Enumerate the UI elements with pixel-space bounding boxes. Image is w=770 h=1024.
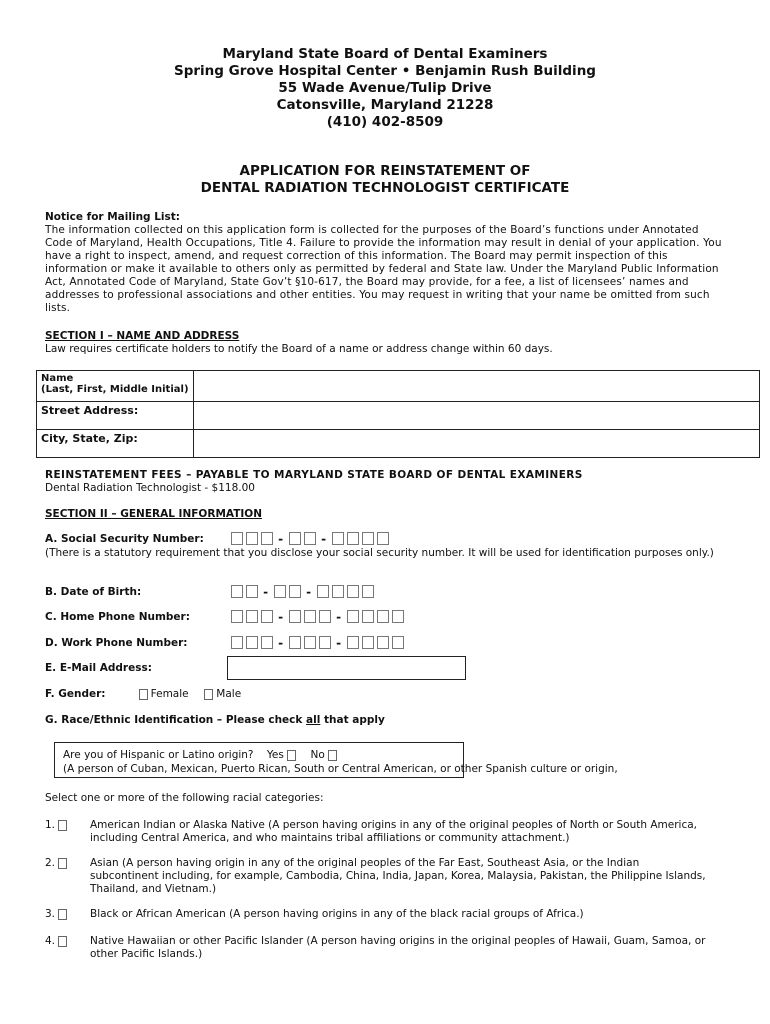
hispanic-no[interactable]: No [311,749,341,761]
ssn-input[interactable]: - - [231,532,389,546]
name-label-cell [37,371,194,402]
female-option[interactable]: Female [139,688,189,700]
email-input[interactable] [227,656,466,680]
street-label: Street Address: [37,402,194,430]
name-input[interactable] [194,371,760,402]
hispanic-question: Are you of Hispanic or Latino origin? [63,749,254,761]
category-2-checkbox[interactable] [58,858,67,869]
category-4-checkbox[interactable] [58,936,67,947]
male-option[interactable]: Male [204,688,241,700]
female-checkbox[interactable] [139,689,148,700]
hispanic-note: (A person of Cuban, Mexican, Puerto Rican, South or Central American, or other Spanish culture or origin, [63,763,618,775]
work-phone-label: D. Work Phone Number: [45,637,188,649]
form-title-line2: DENTAL RADIATION TECHNOLOGIST CERTIFICATE [200,180,570,196]
city-line: Catonsville, Maryland 21228 [276,97,494,113]
name-label: Name [41,373,74,384]
ssn-label: A. Social Security Number: [45,533,204,545]
phone-line: (410) 402-8509 [326,114,444,130]
work-phone-input[interactable]: - - [231,636,404,650]
street-line: 55 Wade Avenue/Tulip Drive [278,80,492,96]
city-input[interactable] [194,430,760,458]
male-checkbox[interactable] [204,689,213,700]
dob-label: B. Date of Birth: [45,586,142,598]
section1-heading: SECTION I – NAME AND ADDRESS [45,330,240,342]
hispanic-box [54,742,618,778]
building-line: Spring Grove Hospital Center • Benjamin Rush Building [174,63,596,79]
fees-line: Dental Radiation Technologist - $118.00 [45,482,255,494]
fees-heading: REINSTATEMENT FEES – PAYABLE TO MARYLAND STATE BOARD OF DENTAL EXAMINERS [45,469,583,481]
category-1-checkbox[interactable] [58,820,67,831]
select-prompt: Select one or more of the following racial categories: [45,792,324,804]
yes-checkbox[interactable] [287,750,296,761]
hispanic-yes[interactable]: Yes [267,749,299,761]
dob-input[interactable]: - - [231,585,374,599]
category-3-checkbox[interactable] [58,909,67,920]
name-sublabel: (Last, First, Middle Initial) [41,384,189,395]
form-title-line1: APPLICATION FOR REINSTATEMENT OF [239,163,531,179]
gender-label: F. Gender: [45,688,106,700]
email-label: E. E-Mail Address: [45,662,152,674]
notice-heading: Notice for Mailing List: [45,211,180,223]
home-phone-label: C. Home Phone Number: [45,611,190,623]
race-heading: G. Race/Ethnic Identification – Please check all that apply [45,714,385,726]
section2-heading: SECTION II – GENERAL INFORMATION [45,508,262,520]
board-name: Maryland State Board of Dental Examiners [222,46,548,62]
no-checkbox[interactable] [328,750,337,761]
section1-note: Law requires certificate holders to notify the Board of a name or address change within 60 days. [45,343,553,355]
city-label: City, State, Zip: [37,430,194,458]
notice-body: The information collected on this application form is collected for the purposes of the Board’s functions under Annotated Code of Maryland, Health Occupations, Title 4. Failure to provide the information may result in denial of your application. You have a right to inspect, amend, and request correction of this information. The Board may permit inspection of this information or make it available to others only as permitted by federal and State law. Under the Maryland Public Information Act, Annotated Code of Maryland, State Gov’t §10-617, the Board may provide, for a fee, a list of licensees’ names and addresses to professional associations and other entities. You may request in writing that your name be omitted from such lists. [45,224,722,314]
ssn-note: (There is a statutory requirement that you disclose your social security number. It will be used for identification purposes only.) [45,547,714,559]
home-phone-input[interactable]: - - [231,610,404,624]
street-input[interactable] [194,402,760,430]
name-address-table [36,370,760,458]
